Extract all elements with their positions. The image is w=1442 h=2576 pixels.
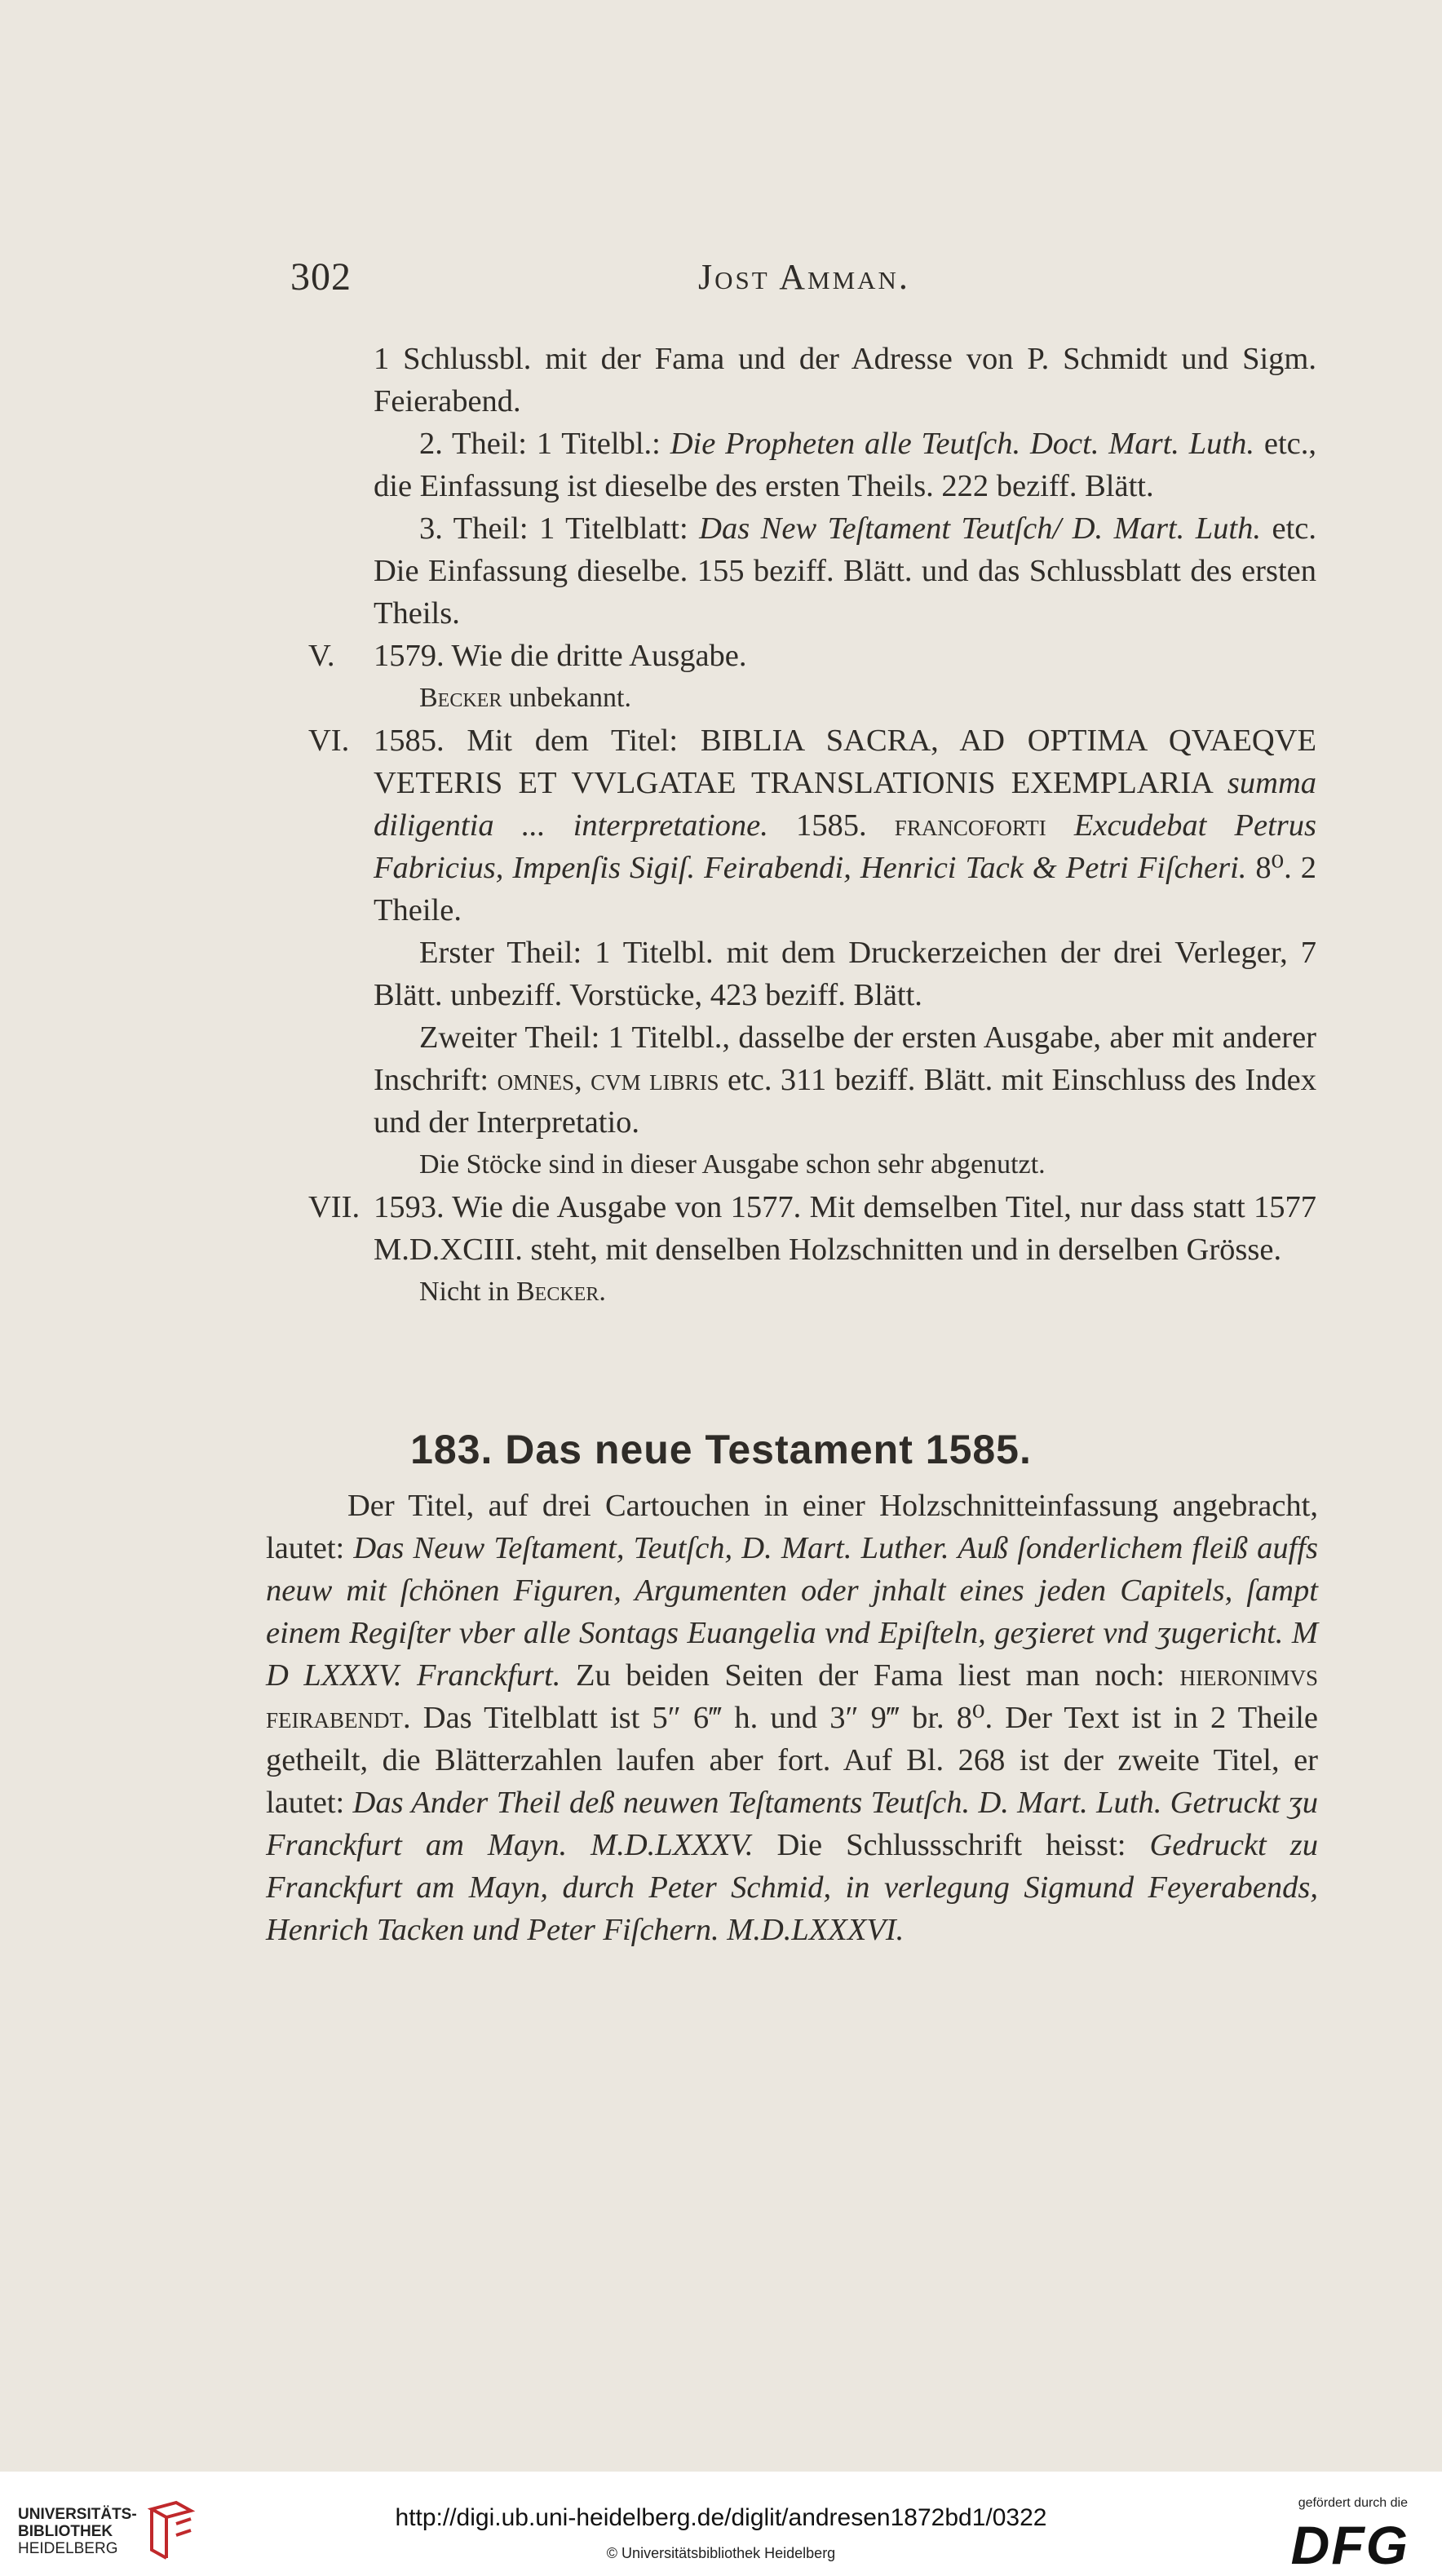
text-run: etc. Die Einfassung dieselbe. 155 beziff. Blätt. und das Schlussblatt des ersten Theils. — [374, 511, 1316, 631]
entry-text: 1593. Wie die Ausgabe von 1577. Mit demselben Titel, nur dass statt 1577 M.D.XCIII. steht, mit denselben Holzschnitten und in derselben Grösse. — [374, 1190, 1316, 1267]
dfg-logo: DFG — [1290, 2515, 1409, 2575]
italic-title: Excudebat Petrus Fabricius, Impenſis Sigiſ. Feirabendi, Henrici Tack & Petri Fiſcheri. — [374, 808, 1316, 885]
footer-bar — [0, 2472, 1442, 2576]
text-run: Der Titel, auf drei Cartouchen in einer Holzschnitteinfassung angebracht, lautet: — [266, 1489, 1318, 1565]
entry-note — [374, 1271, 1316, 1313]
entry-v — [308, 635, 1316, 719]
text-run: Zu beiden Seiten der Fama liest man noch: — [560, 1658, 1180, 1693]
text-run: 8⁰. 2 Theile. — [374, 851, 1316, 927]
italic-title: Gedruckt zu Franckfurt am Mayn, durch Peter Schmid, in verlegung Sigmund Feyerabends, Henrich Tacken und Peter Fiſchern. M.D.LXXXVI. — [266, 1828, 1318, 1947]
small-caps-text: francoforti — [894, 808, 1046, 843]
italic-title: Die Propheten alle Teutſch. Doct. Mart. Luth. — [670, 427, 1255, 461]
author-name: Becker. — [515, 1277, 606, 1307]
library-line: BIBLIOTHEK — [18, 2523, 113, 2540]
entry-vii — [308, 1186, 1316, 1313]
text-run: Nicht in — [419, 1277, 516, 1307]
small-caps-text: omnes, cvm libris — [497, 1063, 719, 1097]
section-body — [266, 1485, 1318, 1951]
italic-title: Das New Teſtament Teutſch/ D. Mart. Luth. — [699, 511, 1261, 546]
text-run: 1585. Mit dem Titel: BIBLIA SACRA, AD OPTIMA QVAEQVE VETERIS ET VVLGATAE TRANSLATIONIS EXEMPLARIA — [374, 724, 1316, 800]
library-line: HEIDELBERG — [18, 2540, 118, 2557]
italic-title: Das Ander Theil deß neuwen Teſtaments Teutſch. D. Mart. Luth. Getruckt ʒu Franckfurt am Mayn. M.D.LXXXV. — [266, 1786, 1318, 1862]
text-run: unbekannt. — [502, 683, 631, 713]
paragraph-theil-2 — [374, 423, 1316, 507]
library-line: UNIVERSITÄTS- — [18, 2506, 137, 2523]
paragraph-theil-3 — [374, 507, 1316, 635]
text-run: Zweiter Theil: 1 Titelbl., dasselbe der ersten Ausgabe, aber mit anderer Inschrift: — [374, 1020, 1316, 1097]
body-text — [308, 338, 1316, 1313]
entry-text: 1579. Wie die dritte Ausgabe. — [374, 639, 747, 673]
entry-note — [374, 677, 1316, 719]
text-run: etc. 311 beziff. Blätt. mit Einschluss des Index und der Interpretatio. — [374, 1063, 1316, 1140]
entry-paragraph: Erster Theil: 1 Titelbl. mit dem Druckerzeichen der drei Verleger, 7 Blätt. unbeziff. Vorstücke, 423 beziff. Blätt. — [374, 936, 1316, 1012]
entry-vi — [308, 719, 1316, 1186]
page-header — [290, 255, 1326, 303]
author-name: Becker — [419, 683, 502, 713]
entry-paragraph — [374, 1016, 1316, 1144]
small-caps-text: hieronimvs feirabendt. — [266, 1658, 1319, 1735]
roman-numeral: VI. — [308, 724, 350, 758]
section-heading: 183. Das neue Testament 1585. — [410, 1427, 1032, 1472]
text-run: 2. Theil: 1 Titelbl.: — [419, 427, 670, 461]
page-number: 302 — [290, 255, 352, 299]
italic-title: summa diligentia ... interpretatione. — [374, 766, 1316, 843]
funding-note: gefördert durch die — [1298, 2496, 1408, 2510]
paragraph-schlussbl: 1 Schlussbl. mit der Fama und der Adresse von P. Schmidt und Sigm. Feierabend. — [374, 342, 1316, 418]
entry-text — [374, 719, 1316, 932]
roman-numeral: V. — [308, 639, 335, 673]
text-run: 3. Theil: 1 Titelblatt: — [419, 511, 700, 546]
roman-numeral: VII. — [308, 1190, 360, 1224]
running-head: Jost Amman. — [698, 257, 910, 297]
text-run: Das Titelblatt ist 5″ 6‴ h. und 3″ 9‴ br. 8⁰. Der Text ist in 2 Theile getheilt, die Blätterzahlen laufen aber fort. Auf Bl. 268 ist der zweite Titel, er lautet: — [266, 1701, 1318, 1820]
text-run: Die Schlussschrift heisst: — [753, 1828, 1150, 1862]
text-run: 1585. — [767, 808, 895, 843]
copyright: © Universitätsbibliothek Heidelberg — [606, 2545, 836, 2561]
text-run: etc., die Einfassung ist dieselbe des ersten Theils. 222 beziff. Blätt. — [374, 427, 1316, 503]
italic-title: Das Neuw Teſtament, Teutſch, D. Mart. Luther. Auß ſonderlichem fleiß auffs neuw mit ſchönen Figuren, Argumenten oder jnhalt eines jeden Capitels, ſampt einem Regiſter vber alle Sontags Euangelia vnd Epiſteln, geʒieret vnd ʒugericht. M D LXXXV. Franckfurt. — [266, 1531, 1318, 1693]
permalink[interactable]: http://digi.ub.uni-heidelberg.de/diglit/andresen1872bd1/0322 — [395, 2504, 1047, 2531]
section-paragraph — [266, 1485, 1318, 1951]
entry-note: Die Stöcke sind in dieser Ausgabe schon sehr abgenutzt. — [419, 1149, 1046, 1180]
